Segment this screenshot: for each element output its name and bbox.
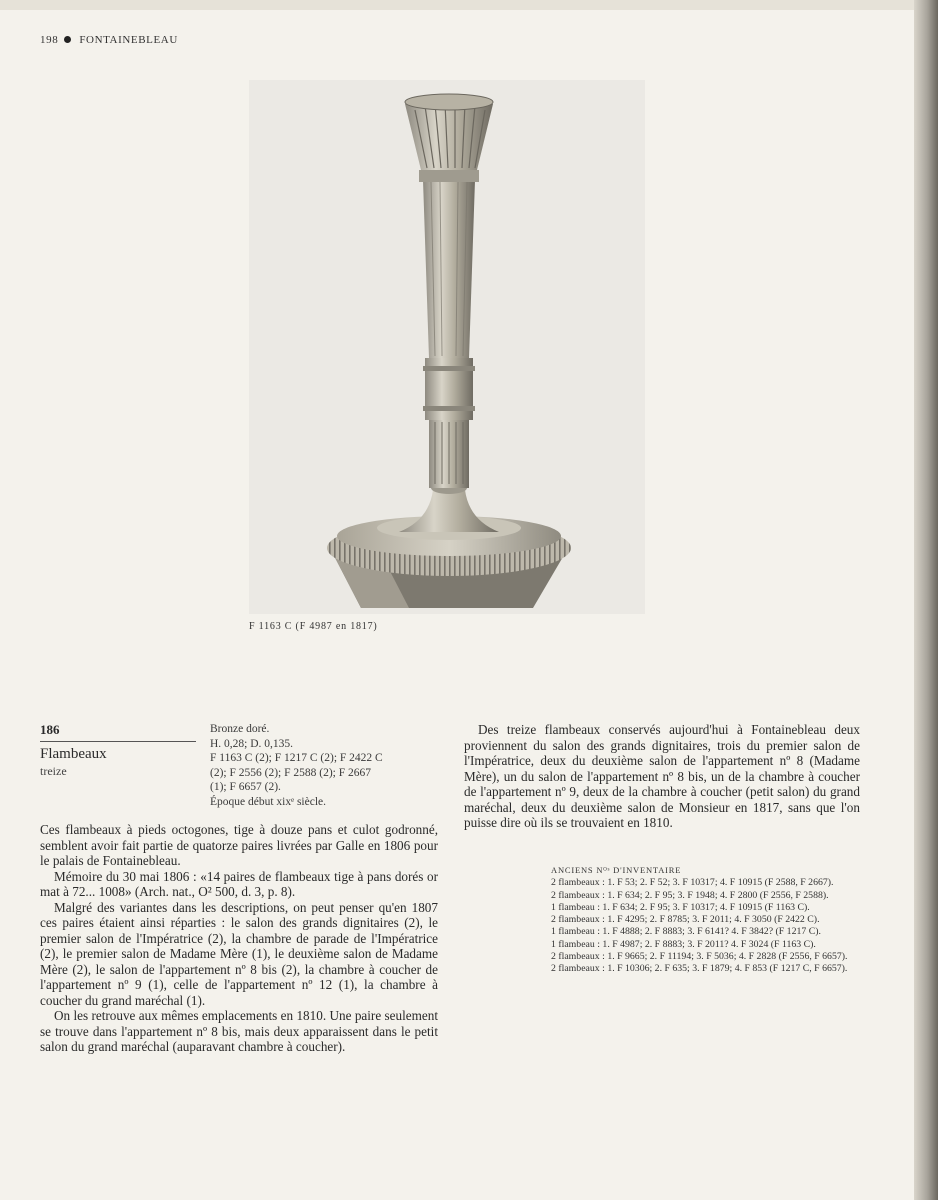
body-text-left bbox=[40, 822, 438, 1055]
paragraph: On les retrouve aux mêmes emplacements en 1810. Une paire seulement se trouve dans l'appartement nº 8 bis, mais deux apparaissent dans le petit salon du grand maréchal (auparavant chambre à coucher). bbox=[40, 1008, 438, 1054]
inventory-entry: 2 flambeaux : 1. F 634; 2. F 95; 3. F 1948; 4. F 2800 (F 2556, F 2588). bbox=[551, 889, 829, 901]
bullet-icon bbox=[64, 36, 71, 43]
inventory-entry: 2 flambeaux : 1. F 10306; 2. F 635; 3. F 1879; 4. F 853 (F 1217 C, F 6657). bbox=[551, 963, 848, 975]
meta-line: (1); F 6657 (2). bbox=[210, 781, 281, 793]
meta-line: H. 0,28; D. 0,135. bbox=[210, 737, 294, 750]
inventory-entry: 2 flambeaux : 1. F 4295; 2. F 8785; 3. F 2011; 4. F 3050 (F 2422 C). bbox=[551, 914, 820, 926]
paragraph: Mémoire du 30 mai 1806 : «14 paires de flambeaux tige à pans dorés or mat à 72... 1008» (Arch. nat., O² 500, d. 3, p. 8). bbox=[40, 868, 438, 899]
candlestick-photo bbox=[249, 80, 645, 614]
notice-metadata bbox=[210, 722, 442, 809]
candlestick-illustration bbox=[249, 80, 645, 614]
inventory-entry: 1 flambeau : 1. F 4888; 2. F 8883; 3. F 6141? 4. F 3842? (F 1217 C). bbox=[551, 926, 821, 938]
inventory-list bbox=[551, 864, 863, 976]
figure-caption: F 1163 C (F 4987 en 1817) bbox=[249, 621, 378, 632]
page-top-edge bbox=[0, 0, 938, 10]
meta-line: F 1163 C (2); F 1217 C (2); F 2422 C bbox=[210, 752, 383, 764]
paragraph: Malgré des variantes dans les descriptions, on peut penser qu'en 1807 ces paires étaient ainsi réparties : le salon des grands dignitaires (2), le premier salon de l'Impératrice (2), la chambre de parade de l'Impératrice (2), le premier salon de Madame Mère (1), le deuxième salon de Madame Mère (2), le salon de l'appartement nº 8 bis (2), la chambre à coucher de l'appartement nº 9 (1), celle de l'appartement nº 12 (1), la chambre à coucher du grand maréchal (1). bbox=[40, 899, 438, 1008]
inventory-entry: 1 flambeau : 1. F 634; 2. F 95; 3. F 10317; 4. F 10915 (F 1163 C). bbox=[551, 901, 810, 913]
paragraph: Des treize flambeaux conservés aujourd'hui à Fontainebleau deux proviennent du salon des grands dignitaires, trois du premier salon de l'Impératrice, deux du deuxième salon de l'appartement nº 8 (Madame Mère), un du salon de l'appartement nº 8 bis, un de la chambre à coucher de l'appartement nº 9, deux de la chambre à coucher (petit salon) du grand maréchal, deux du deuxième salon de Monsieur en 1817, sans que l'on puisse dire où ils se trouvaient en 1810. bbox=[464, 722, 860, 830]
inventory-entry: 2 flambeaux : 1. F 53; 2. F 52; 3. F 10317; 4. F 10915 (F 2588, F 2667). bbox=[551, 877, 834, 889]
meta-line: Bronze doré. bbox=[210, 723, 270, 735]
paragraph: Ces flambeaux à pieds octogones, tige à douze pans et culot godronné, semblent avoir fait partie de quatorze paires livrées par Galle en 1806 pour le palais de Fontainebleau. bbox=[40, 822, 438, 868]
inventory-entry: 2 flambeaux : 1. F 9665; 2. F 11194; 3. F 5036; 4. F 2828 (F 2556, F 6657). bbox=[551, 951, 848, 963]
notice-subtitle: treize bbox=[40, 764, 67, 778]
running-head bbox=[40, 34, 178, 46]
inventory-entry: 1 flambeau : 1. F 4987; 2. F 8883; 3. F 2011? 4. F 3024 (F 1163 C). bbox=[551, 938, 816, 950]
page-number: 198 bbox=[40, 34, 59, 46]
book-gutter-edge bbox=[914, 0, 938, 1200]
meta-line: Époque début xixᵉ siècle. bbox=[210, 795, 326, 808]
section-title: FONTAINEBLEAU bbox=[79, 34, 178, 46]
inventory-heading: ANCIENS Nᴼˢ D'INVENTAIRE bbox=[551, 865, 682, 875]
body-text-right bbox=[464, 722, 860, 831]
notice-number: 186 bbox=[40, 722, 196, 742]
meta-line: (2); F 2556 (2); F 2588 (2); F 2667 bbox=[210, 766, 371, 779]
notice-title: Flambeaux bbox=[40, 746, 107, 762]
